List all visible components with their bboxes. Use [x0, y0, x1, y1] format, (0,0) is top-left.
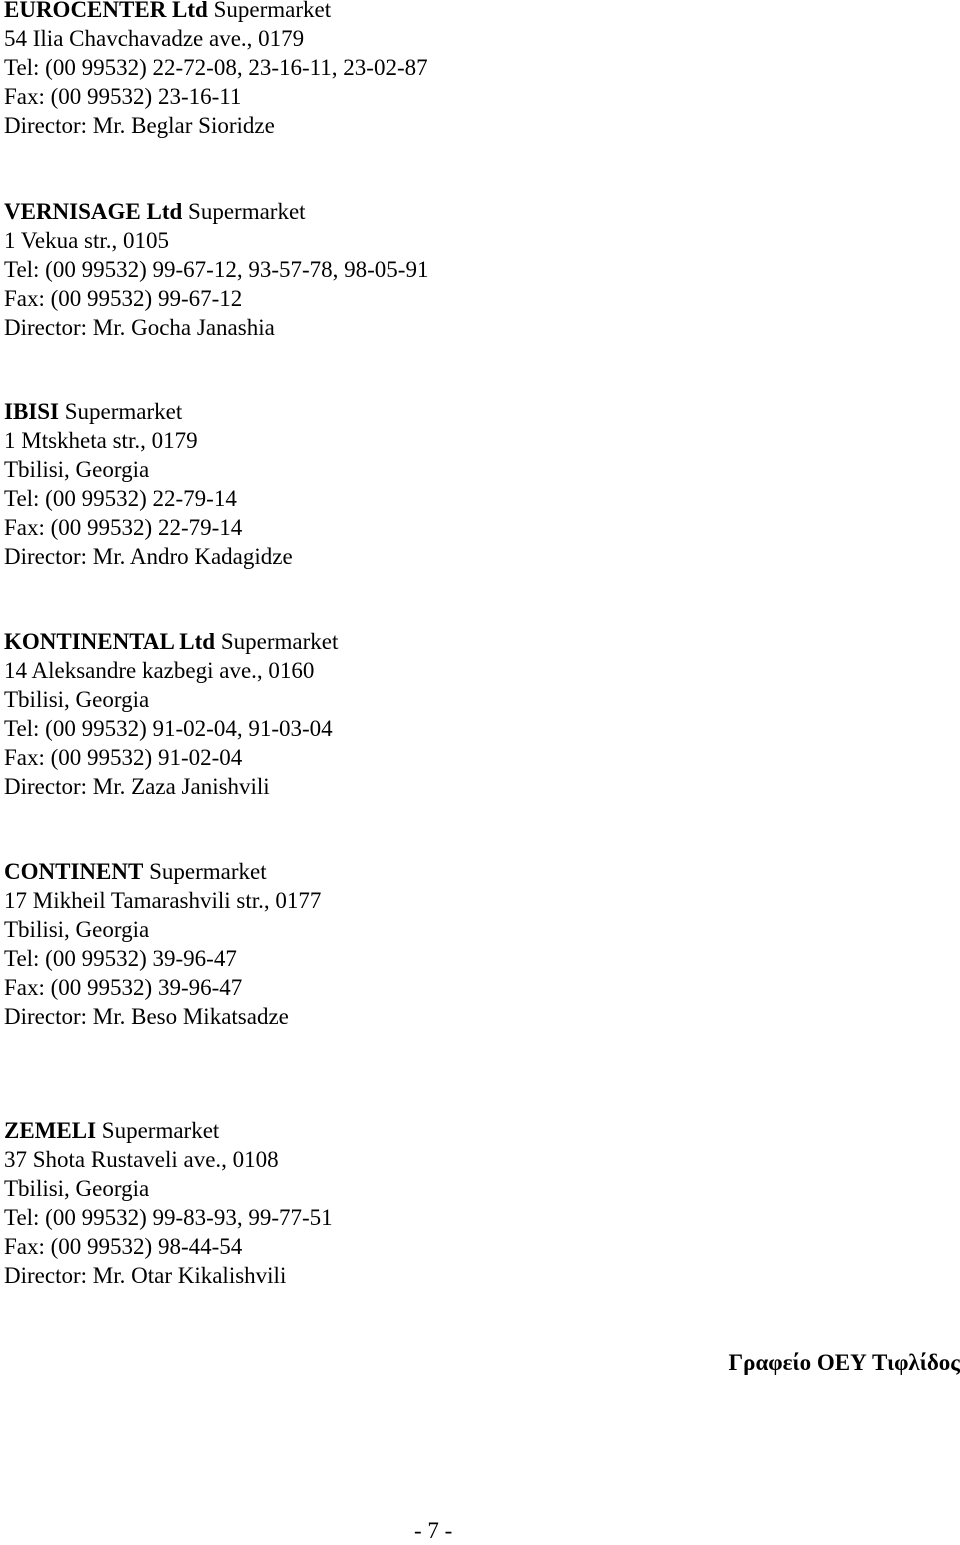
company-name: IBISI [4, 399, 59, 424]
city: Tbilisi, Georgia [4, 1174, 333, 1203]
entry-eurocenter [4, 0, 428, 140]
company-name: EUROCENTER Ltd [4, 0, 208, 22]
fax: Fax: (00 99532) 91-02-04 [4, 743, 338, 772]
company-name: VERNISAGE Ltd [4, 199, 182, 224]
company-type: Supermarket [221, 629, 339, 654]
address: 37 Shota Rustaveli ave., 0108 [4, 1145, 333, 1174]
entry-heading [4, 197, 428, 226]
company-type: Supermarket [149, 859, 267, 884]
page-number: - 7 - [414, 1516, 452, 1545]
director: Director: Mr. Beglar Sioridze [4, 111, 428, 140]
entry-vernisage [4, 197, 428, 342]
entry-kontinental [4, 627, 338, 801]
telephone: Tel: (00 99532) 99-67-12, 93-57-78, 98-05-91 [4, 255, 428, 284]
company-type: Supermarket [214, 0, 332, 22]
director: Director: Mr. Otar Kikalishvili [4, 1261, 333, 1290]
fax: Fax: (00 99532) 39-96-47 [4, 973, 321, 1002]
city: Tbilisi, Georgia [4, 915, 321, 944]
city: Tbilisi, Georgia [4, 455, 293, 484]
telephone: Tel: (00 99532) 91-02-04, 91-03-04 [4, 714, 338, 743]
address: 1 Mtskheta str., 0179 [4, 426, 293, 455]
address: 17 Mikheil Tamarashvili str., 0177 [4, 886, 321, 915]
telephone: Tel: (00 99532) 39-96-47 [4, 944, 321, 973]
director: Director: Mr. Andro Kadagidze [4, 542, 293, 571]
fax: Fax: (00 99532) 98-44-54 [4, 1232, 333, 1261]
company-name: KONTINENTAL Ltd [4, 629, 215, 654]
office-footer: Γραφείο ΟΕΥ Τιφλίδος [729, 1348, 960, 1377]
fax: Fax: (00 99532) 22-79-14 [4, 513, 293, 542]
company-type: Supermarket [188, 199, 306, 224]
address: 54 Ilia Chavchavadze ave., 0179 [4, 24, 428, 53]
entry-heading [4, 857, 321, 886]
telephone: Tel: (00 99532) 22-72-08, 23-16-11, 23-02-87 [4, 53, 428, 82]
company-type: Supermarket [65, 399, 183, 424]
entry-heading [4, 0, 428, 24]
city: Tbilisi, Georgia [4, 685, 338, 714]
director: Director: Mr. Gocha Janashia [4, 313, 428, 342]
director: Director: Mr. Beso Mikatsadze [4, 1002, 321, 1031]
entry-zemeli [4, 1116, 333, 1290]
address: 1 Vekua str., 0105 [4, 226, 428, 255]
entry-continent [4, 857, 321, 1031]
company-name: CONTINENT [4, 859, 143, 884]
director: Director: Mr. Zaza Janishvili [4, 772, 338, 801]
fax: Fax: (00 99532) 99-67-12 [4, 284, 428, 313]
entry-heading [4, 397, 293, 426]
telephone: Tel: (00 99532) 99-83-93, 99-77-51 [4, 1203, 333, 1232]
company-name: ZEMELI [4, 1118, 96, 1143]
address: 14 Aleksandre kazbegi ave., 0160 [4, 656, 338, 685]
fax: Fax: (00 99532) 23-16-11 [4, 82, 428, 111]
entry-ibisi [4, 397, 293, 571]
entry-heading [4, 627, 338, 656]
telephone: Tel: (00 99532) 22-79-14 [4, 484, 293, 513]
entry-heading [4, 1116, 333, 1145]
company-type: Supermarket [102, 1118, 220, 1143]
